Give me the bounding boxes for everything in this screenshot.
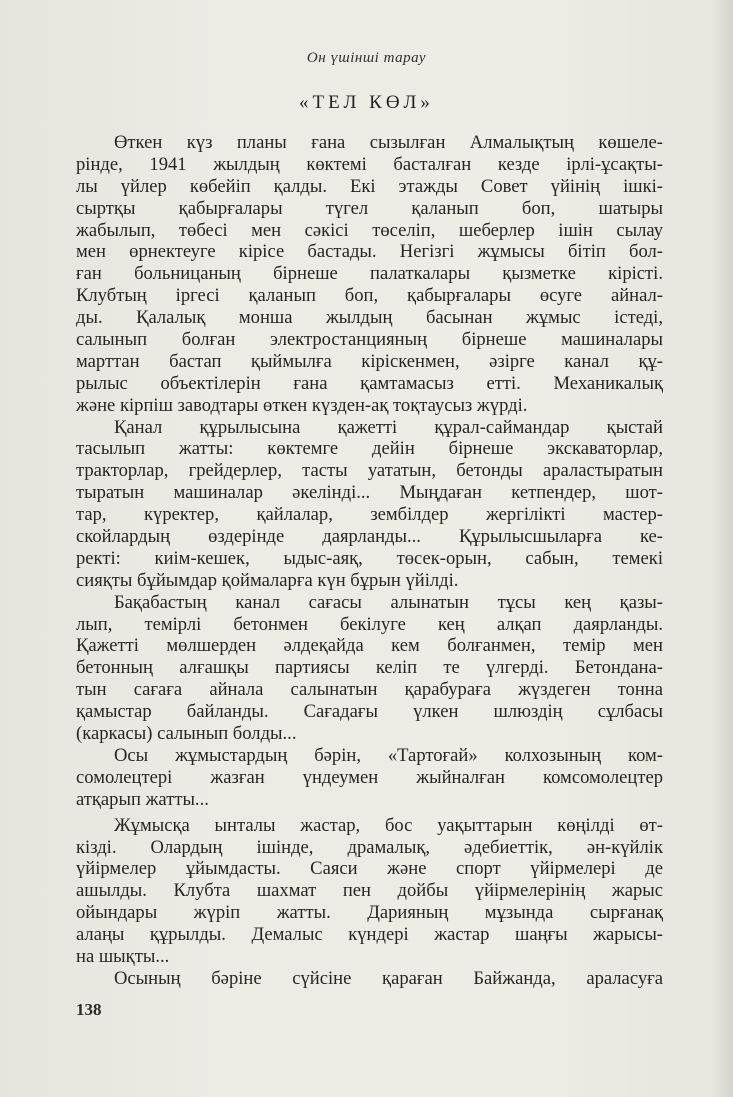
running-head: Он үшінші тарау	[306, 50, 427, 66]
text-line: атқарып жатты...	[76, 788, 209, 810]
text-line: ректі: киім-кешек, ыдыс-аяқ, төсек-орын, сабын, темекі	[76, 547, 663, 569]
text-line: және кірпіш заводтары өткен күзден-ақ тоқтаусыз жүрді.	[76, 394, 528, 416]
text-line: ды. Қалалық монша жылдың басынан жұмыс істеді,	[76, 307, 663, 329]
text-line: сыртқы қабырғалары түгел қаланып боп, шатыры	[76, 197, 663, 219]
text-line: Бақабастың канал сағасы алынатын тұсы кең қазы-	[114, 591, 663, 613]
text-line: рылыс объектілерін ғана қамтамасыз етті. Механикалық	[76, 372, 663, 394]
text-line: қамыстар байланды. Сағадағы үлкен шлюздің сұлбасы	[76, 701, 663, 723]
text-line: тын сағаға айнала салынатын қарабураға жүздеген тонна	[76, 679, 663, 701]
text-line: тыратын машиналар әкелінді... Мыңдаған кетпендер, шот-	[76, 482, 663, 504]
text-line: тракторлар, грейдерлер, тасты уататын, бетонды араластыратын	[76, 460, 663, 482]
text-line: бетонның алғашқы партиясы келіп те үлгерді. Бетондана-	[76, 657, 663, 679]
text-line: Өткен күз планы ғана сызылған Алмалықтың көшеле-	[114, 132, 663, 153]
text-line: Жұмысқа ынталы жастар, бос уақыттарын көңілді өт-	[114, 814, 663, 836]
text-line: рінде, 1941 жылдың көктемі басталған кезде ірлі-ұсақты-	[76, 153, 663, 175]
text-line: салынып болған электростанцияның бірнеше машиналары	[76, 329, 663, 351]
text-line: тасылып жатты: көктемге дейін бірнеше экскаваторлар,	[76, 438, 663, 460]
paragraph	[76, 592, 663, 745]
body-text	[76, 132, 663, 990]
text-line: Осының бәріне сүйсіне қараған Байжанда, араласуға	[114, 967, 663, 989]
page-number: 138	[76, 1000, 102, 1019]
text-line: жабылып, төбесі мен сәкісі төселіп, шеберлер ішін сылау	[76, 219, 663, 241]
paragraph	[76, 968, 663, 990]
text-line: Қанал құрылысына қажетті құрал-саймандар қыстай	[114, 416, 663, 438]
text-line: тар, күректер, қайлалар, зембілдер жергілікті мастер-	[76, 504, 663, 526]
text-line: үйірмелер ұйымдасты. Саяси және спорт үйірмелері де	[76, 858, 663, 880]
text-line: лып, темірлі бетонмен бекілуге кең алқап даярланды.	[76, 613, 663, 635]
page-edge-shadow	[713, 0, 733, 1097]
text-line: сияқты бұйымдар қоймаларға күн бұрын үйілді.	[76, 569, 459, 591]
text-line: лы үйлер көбейіп қалды. Екі этажды Совет үйінің ішкі-	[76, 175, 663, 197]
text-line: Клубтың іргесі қаланып боп, қабырғалары өсуге айнал-	[76, 285, 663, 307]
text-line: ойындары жүріп жатты. Дарияның мұзында сырғанақ	[76, 902, 663, 924]
text-line: Осы жұмыстардың бәрін, «Тартоғай» колхозының ком-	[114, 744, 663, 766]
chapter-title: «ТЕЛ КӨЛ»	[299, 92, 434, 113]
text-line: мен өрнектеуге кірісе бастады. Негізгі жұмысы бітіп бол-	[76, 241, 663, 263]
text-line: ған больницаның бірнеше палаткалары қызметке кірісті.	[76, 263, 663, 285]
text-line: марттан бастап қыймылға кіріскенмен, әзірге канал құ-	[76, 350, 663, 372]
text-line: (каркасы) салынып болды...	[76, 723, 297, 745]
text-line: алаңы құрылды. Демалыс күндері жастар шаңғы жарысы-	[76, 924, 663, 946]
text-line: ашылды. Клубта шахмат пен дойбы үйірмелерінің жарыс	[76, 880, 663, 902]
paragraph	[76, 815, 663, 968]
paragraph	[76, 745, 663, 811]
text-line: Қажетті мөлшерден әлдеқайда кем болғанмен, темір мен	[76, 635, 663, 657]
paragraph	[76, 417, 663, 592]
text-line: сомолецтері жазған үндеумен жыйналған комсомолецтер	[76, 766, 663, 788]
text-line: на шықты...	[76, 945, 170, 967]
paragraph	[76, 132, 663, 417]
text-line: скойлардың өздерінде даярланды... Құрылысшыларға ке-	[76, 526, 663, 548]
text-line: кізді. Олардың ішінде, драмалық, әдебиеттік, ән-күйлік	[76, 836, 663, 858]
